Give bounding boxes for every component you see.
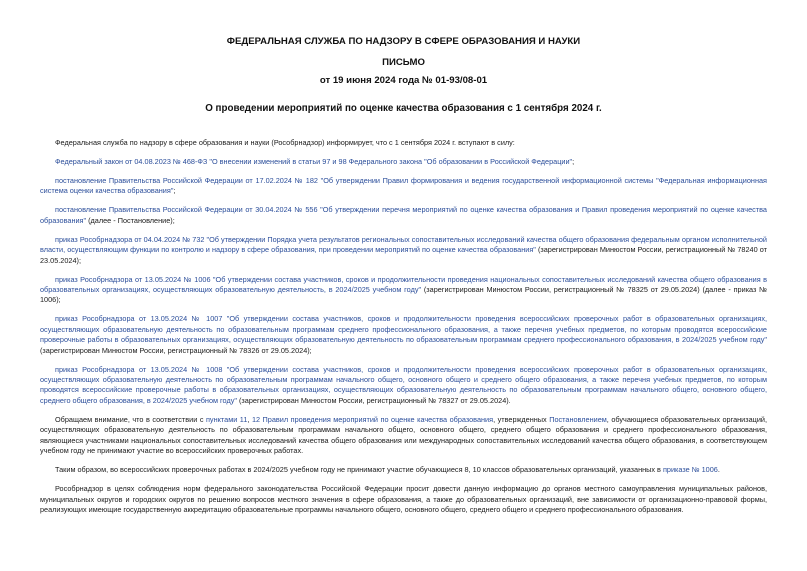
text-segment: , обучающиеся образовательных организаций, осуществляющих образовательную деятельность по образовательным программам начального общего, основного общего, среднего общего образования и среднего профессионального образования, являющиеся участниками национальных сопоставительных исследований качества общего образования или международных сопоставительных исследований качества общего образования, в соответствующем учебном году не принимают участие во всероссийских проверочных работах.: [40, 414, 768, 456]
paragraph-tail: ;: [572, 157, 575, 166]
text-segment: , утвержденных: [493, 414, 550, 424]
paragraph-tail: (далее - Постановление);: [86, 215, 175, 225]
document-type: ПИСЬМО: [382, 57, 425, 68]
link-resolution-182[interactable]: постановление Правительства Российской Федерации от 17.02.2024 № 182 "Об утверждении Правил формирования и ведения государственной информационной системы "Федеральная информационная система оценки качества образования": [40, 176, 767, 196]
paragraph-order-1008: [40, 365, 767, 407]
paragraph-conclusion: [40, 465, 767, 475]
link-order-732[interactable]: приказ Рособрнадзора от 04.04.2024 № 732 "Об утверждении Порядка учета результатов региональных сопоставительных исследований качества общего образования федеральным органом исполнительной власти, осуществляющим функции по контролю и надзору в сфере образования, при проведении мероприятий по оценке качества образования": [40, 234, 767, 255]
paragraph-order-1006: [40, 275, 767, 306]
link-resolution-556[interactable]: постановление Правительства Российской Федерации от 30.04.2024 № 556 "Об утверждении перечня мероприятий по оценке качества образования и Правил проведения мероприятий по оценке качества образования": [40, 205, 767, 225]
paragraph-intro: Федеральная служба по надзору в сфере образования и науки (Рособрнадзор) информирует, что с 1 сентября 2024 г. вступают в силу:: [55, 138, 515, 147]
paragraph-tail: (зарегистрирован Минюстом России, регистрационный № 78327 от 29.05.2024).: [236, 395, 511, 405]
paragraph-order-1007: [40, 314, 767, 356]
document-body: [40, 138, 767, 524]
link-resolution[interactable]: Постановлением: [549, 414, 607, 424]
link-federal-law-468[interactable]: Федеральный закон от 04.08.2023 № 468-ФЗ "О внесении изменений в статьи 97 и 98 Федерального закона "Об образовании в Российской Федерации": [55, 157, 573, 166]
paragraph-resolution-556: [40, 205, 767, 226]
paragraph-tail: (зарегистрирован Минюстом России, регистрационный № 78326 от 29.05.2024);: [40, 345, 312, 355]
link-order-1008[interactable]: приказ Рособрнадзора от 13.05.2024 № 1008 "Об утверждении состава участников, сроков и продолжительности проведения всероссийских проверочных работ в образовательных организациях, осуществляющих образовательную деятельность по образовательным программам начального общего, основного общего и среднего общего образования, а также перечня учебных предметов, по которым проводятся всероссийские проверочные работы в образовательных организациях, осуществляющих образовательную деятельность по образовательным программам начального общего, основного общего, среднего общего образования, в 2024/2025 учебном году": [40, 364, 767, 405]
link-order-1007[interactable]: приказ Рособрнадзора от 13.05.2024 № 1007 "Об утверждении состава участников, сроков и продолжительности проведения всероссийских проверочных работ в образовательных организациях, осуществляющих образовательную деятельность по образовательным программам среднего профессионального образования, а также перечня учебных предметов, по которым проводятся всероссийские проверочные работы в образовательных организациях, осуществляющих образовательную деятельность по образовательным программам среднего профессионального образования, в 2024/2025 учебном году": [40, 314, 767, 345]
text-segment: Таким образом, во всероссийских проверочных работах в 2024/2025 учебном году не принимают участие обучающиеся 8, 10 классов образовательных организаций, указанных в: [55, 465, 663, 475]
issuing-organization: ФЕДЕРАЛЬНАЯ СЛУЖБА ПО НАДЗОРУ В СФЕРЕ ОБРАЗОВАНИЯ И НАУКИ: [226, 36, 581, 47]
link-order-1006-ref[interactable]: приказе № 1006: [662, 465, 718, 475]
paragraph-law-468: [40, 157, 767, 167]
paragraph-tail: ;: [173, 186, 176, 196]
link-rule-points-11[interactable]: пунктами 11: [205, 414, 248, 424]
document-subject: О проведении мероприятий по оценке качества образования с 1 сентября 2024 г.: [205, 103, 602, 114]
document-date-number: от 19 июня 2024 года № 01-93/08-01: [319, 75, 488, 86]
text-segment: ,: [247, 414, 252, 424]
paragraph-request: Рособрнадзор в целях соблюдения норм федерального законодательства Российской Федерации просит довести данную информацию до органов местного самоуправления муниципальных районов, муниципальных округов и городских округов по решению вопросов местного значения в сфере образования, а также до образовательных организаций, вне зависимости от организационно-правовой формы, реализующих имеющие государственную аккредитацию образовательные программы начального общего, основного общего, среднего общего и среднего профессионального образования.: [40, 484, 767, 514]
text-segment: .: [717, 465, 720, 475]
link-rule-points-12[interactable]: 12 Правил проведения мероприятий по оценке качества образования: [251, 414, 494, 424]
paragraph-attention: [40, 415, 767, 457]
link-order-1006[interactable]: приказ Рособрнадзора от 13.05.2024 № 1006 "Об утверждении состава участников, сроков и продолжительности проведения национальных сопоставительных исследований качества общего образования в образовательных организациях, осуществляющих образовательную деятельность, в 2024/2025 учебном году": [40, 274, 767, 295]
paragraph-tail: (зарегистрирован Минюстом России, регистрационный № 78240 от 23.05.2024);: [40, 245, 767, 265]
paragraph-tail: (зарегистрирован Минюстом России, регистрационный № 78325 от 29.05.2024) (далее - приказ № 1006);: [40, 285, 767, 305]
text-segment: Обращаем внимание, что в соответствии с: [55, 414, 206, 424]
paragraph-resolution-182: [40, 176, 767, 197]
paragraph-order-732: [40, 235, 767, 266]
